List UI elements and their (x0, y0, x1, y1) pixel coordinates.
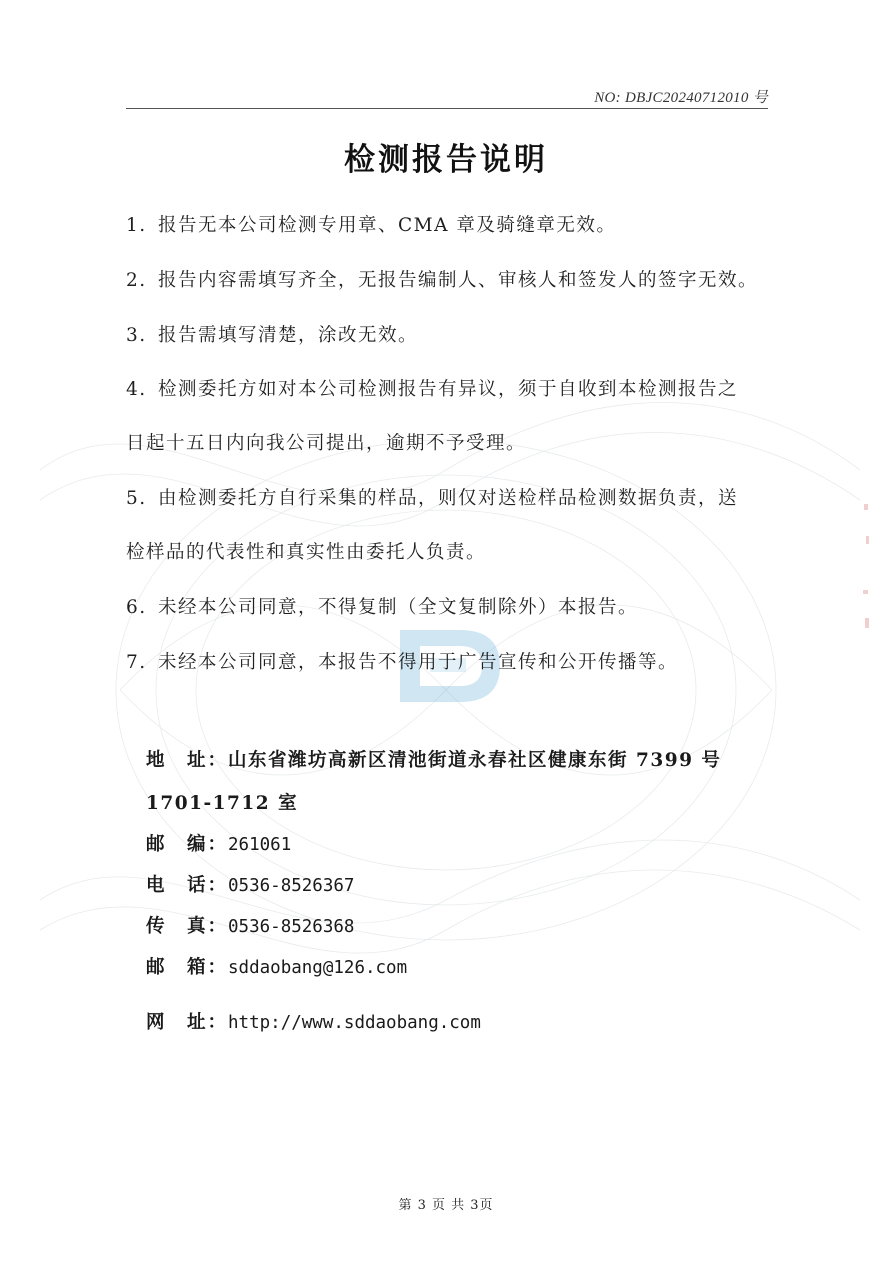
note-text: 检测委托方如对本公司检测报告有异议，须于自收到本检测报告之 (158, 379, 739, 400)
fax-value: 0536-8526368 (228, 917, 355, 937)
note-item-6 (126, 593, 786, 619)
note-item-4 (126, 375, 786, 401)
contact-email (146, 953, 786, 979)
email-value: sddaobang@126.com (228, 958, 408, 978)
phone-value: 0536-8526367 (228, 876, 355, 896)
website-label: 网 址： (146, 1012, 229, 1033)
postcode-label: 邮 编： (146, 834, 229, 855)
contact-phone (146, 871, 786, 897)
note-item-5-continuation (126, 538, 786, 564)
website-value: http://www.sddaobang.com (228, 1013, 481, 1033)
email-label: 邮 箱： (146, 957, 229, 978)
note-number: 7. (126, 652, 147, 673)
note-text: 检样品的代表性和真实性由委托人负责。 (126, 542, 487, 563)
phone-label: 电 话： (146, 875, 229, 896)
contact-postcode (146, 830, 786, 856)
note-number: 4. (126, 379, 147, 400)
note-text: 报告内容需填写齐全，无报告编制人、审核人和签发人的签字无效。 (158, 270, 759, 291)
fax-label: 传 真： (146, 916, 229, 937)
note-text: 未经本公司同意，不得复制（全文复制除外）本报告。 (158, 597, 639, 618)
note-number: 1. (126, 215, 147, 236)
note-item-1 (126, 211, 786, 237)
note-text: 报告需填写清楚，涂改无效。 (158, 325, 419, 346)
note-item-7 (126, 648, 786, 674)
note-text: 由检测委托方自行采集的样品，则仅对送检样品检测数据负责，送 (158, 488, 739, 509)
page-counter: 第 3 页 共 3页 (398, 1198, 494, 1213)
note-item-2 (126, 266, 786, 292)
report-number: NO: DBJC20240712010 号 (594, 90, 768, 106)
address-value-line2: 1701-1712 室 (146, 793, 299, 814)
note-text: 未经本公司同意，本报告不得用于广告宣传和公开传播等。 (158, 652, 679, 673)
address-label: 地 址： (146, 750, 229, 771)
note-number: 3. (126, 325, 147, 346)
note-text: 报告无本公司检测专用章、CMA 章及骑缝章无效。 (158, 215, 617, 236)
contact-fax (146, 912, 786, 938)
note-item-4-continuation (126, 429, 786, 455)
contact-website (146, 1008, 786, 1034)
note-number: 2. (126, 270, 147, 291)
contact-address-line2 (146, 789, 786, 815)
header-divider (126, 108, 768, 109)
note-number: 5. (126, 488, 147, 509)
seam-stamp-trace (860, 500, 874, 640)
page-title: 检测报告说明 (344, 142, 548, 178)
postcode-value: 261061 (228, 835, 292, 855)
note-text: 日起十五日内向我公司提出，逾期不予受理。 (126, 433, 527, 454)
contact-address (146, 746, 786, 772)
note-item-5 (126, 484, 786, 510)
note-number: 6. (126, 597, 147, 618)
note-item-3 (126, 321, 786, 347)
address-value: 山东省潍坊高新区清池街道永春社区健康东街 7399 号 (228, 750, 722, 771)
